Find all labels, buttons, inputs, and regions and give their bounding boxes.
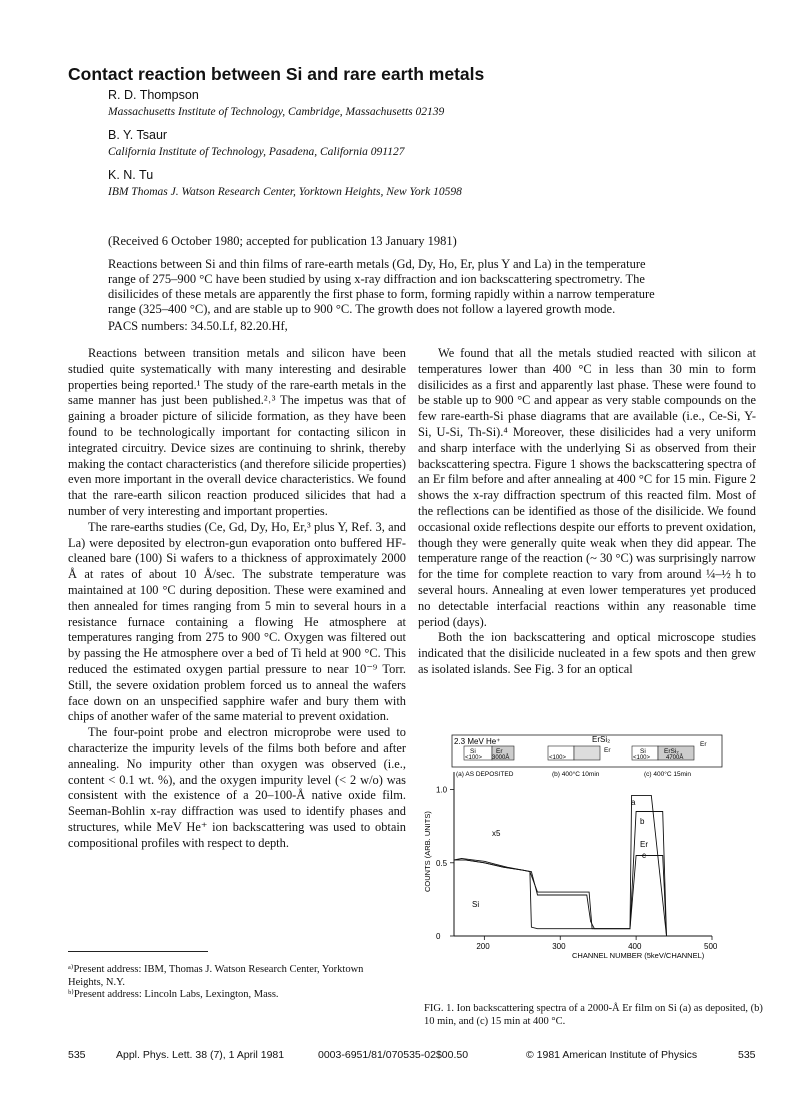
figure-caption: FIG. 1. Ion backscattering spectra of a 2000-Å Er film on Si (a) as deposited, (b) 10 min, and (c) 15 min at 400 °C. (424, 1003, 763, 1027)
curve-label-c: c (642, 851, 646, 860)
body-paragraph: Both the ion backscattering and optical microscope studies indicated that the disilicide nucleated in a few spots and then grew as isolated islands. See Fig. 3 for an optical (418, 630, 756, 676)
inset-caption-a: (a) AS DEPOSITED (456, 771, 514, 778)
inset-caption-c: (c) 400°C 15min (644, 771, 692, 778)
inset-layer-label: Si (640, 748, 646, 755)
beam-label: 2.3 MeV He⁺ (454, 737, 501, 746)
pacs-numbers: PACS numbers: 34.50.Lf, 82.20.Hf, (108, 319, 288, 333)
si-edge-label: Si (472, 900, 480, 909)
author-affiliation: IBM Thomas J. Watson Research Center, Yorktown Heights, New York 10598 (108, 186, 462, 198)
footnote: ᵃ⁾Present address: IBM, Thomas J. Watson Research Center, Yorktown Heights, N.Y. (68, 964, 364, 988)
left-column (68, 346, 406, 852)
received-dates: (Received 6 October 1980; accepted for publication 13 January 1981) (108, 234, 457, 248)
curve-label-b: b (640, 817, 645, 826)
er-edge-label: Er (640, 840, 648, 849)
inset-layer-label: Er (604, 747, 611, 754)
body-paragraph: The four-point probe and electron microprobe were used to characterize the impurity levels of the films both before and after annealing. No impurity other than oxygen was observed (i.e., content < 0.1 wt. %), and the oxygen impurity level (< 2 w/o) was consistent with the existence of a 20–100-Å native oxide film. Seeman-Bohlin x-ray diffraction was used to identify phases and structures, while MeV He⁺ ion backscattering was used to obtain compositional profiles with respect to depth. (68, 725, 406, 850)
y-tick-label: 0.5 (436, 858, 448, 868)
author-name: K. N. Tu (108, 168, 154, 182)
body-paragraph: The rare-earths studies (Ce, Gd, Dy, Ho, Er,³ plus Y, Ref. 3, and La) were deposited by electron-gun evaporation onto buffered HF-cleaned bare (100) Si wafers to a thickness of approximately 2000 Å at rates of about 10 Å/sec. The substrate temperature was maintained at 100 °C during deposition. These were examined and then annealed for times ranging from 5 min to several hours in a resistance furnace containing a flowing He atmosphere at temperatures ranging from 275 to 900 °C. Oxygen was filtered out by passing the He atmosphere over a bed of Ti held at 900 °C. This reduced the estimated oxygen partial pressure to near 10⁻⁹ Torr. Still, the severe oxidation problem forced us to anneal the wafers face down on an unspecified sapphire wafer and bury them with chips of another wafer of the same material to prevent oxidation. (68, 519, 406, 724)
chart-inset (452, 735, 722, 778)
page-number-left: 535 (68, 1049, 86, 1061)
curve-label-a: a (631, 798, 636, 807)
figure-1-chart (420, 732, 740, 992)
inset-layer-label: Er (496, 748, 503, 755)
inset-layer-label: <100> (633, 755, 651, 761)
right-column (418, 346, 756, 711)
article-code: 0003-6951/81/070535-02$00.50 (318, 1049, 469, 1061)
inset-caption-b: (b) 400°C 10min (552, 771, 600, 778)
x-tick-label: 200 (476, 942, 490, 951)
inset-layer-label: <100> (549, 755, 567, 761)
phase-label: ErSi₂ (592, 735, 611, 744)
author-affiliation: California Institute of Technology, Pasadena, California 091127 (108, 146, 405, 158)
body-paragraph: Reactions between transition metals and silicon have been studied quite systematically with many interesting and desirable properties being reported.¹ The study of the rare-earth metals in the same manner has just been published.²˒³ The impetus was that of gaining a broader picture of silicide formation, as they have been found to be technologically important for contacting silicon in integrated circuitry. Device sizes are continuing to shrink, thereby making the contact characteristics (and therefore silicide properties) even more important in the overall device characteristics. We found that the rare-earth silicon reaction produced silicides that had a number of very interesting and important properties. (68, 346, 406, 518)
spectrum-curve-a (454, 795, 667, 936)
copyright: © 1981 American Institute of Physics (526, 1049, 698, 1061)
x-axis-label: CHANNEL NUMBER (5keV/CHANNEL) (572, 951, 705, 960)
inset-layer-label: <100> (465, 755, 483, 761)
x-tick-label: 300 (552, 942, 566, 951)
paper-title: Contact reaction between Si and rare earth metals (68, 64, 485, 84)
footnote-rule (68, 951, 208, 952)
x-tick-label: 500 (704, 942, 718, 951)
inset-layer-label: ErSi₂ (664, 748, 679, 755)
y-tick-label: 0 (436, 932, 441, 941)
journal-citation: Appl. Phys. Lett. 38 (7), 1 April 1981 (116, 1049, 285, 1061)
author-affiliation: Massachusetts Institute of Technology, Cambridge, Massachusetts 02139 (108, 106, 445, 118)
x-tick-label: 400 (628, 942, 642, 951)
multiplier-label: x5 (492, 829, 501, 838)
inset-layer-label: 3000Å (492, 755, 510, 761)
footnote: ᵇ⁾Present address: Lincoln Labs, Lexington, Mass. (68, 989, 279, 1000)
abstract: Reactions between Si and thin films of rare-earth metals (Gd, Dy, Ho, Er, plus Y and La) in the temperature range of 275–900 °C have been studied by using x-ray diffraction and ion backscattering spectrometry. The disilicides of these metals are apparently the first phase to form, forming rapidly within a narrow temperature range (325–400 °C), and are stable up to 900 °C. The growth does not follow a layered growth mode. (108, 257, 655, 316)
spectrum-curve-c (454, 856, 667, 937)
author-name: R. D. Thompson (108, 88, 199, 102)
inset-layer-label: 4700Å (666, 755, 684, 761)
body-paragraph: We found that all the metals studied reacted with silicon at temperatures lower than 400 °C in less than 30 min to form disilicides as a first and apparently last phase. These were found to be stable up to 900 °C and appear as very stable compounds on the few rare-earth-Si phase diagrams that are available (i.e., Ce-Si, Y-Si, U-Si, Th-Si).⁴ Moreover, these disilicides had a very uniform and sharp interface with the underlying Si as observed from their backscattering spectra. Figure 1 shows the backscattering spectra of an Er film before and after annealing at 400 °C for 15 min. Figure 2 shows the x-ray diffraction spectrum of this reacted film. Most of the reflections can be identified as those of the disilicide. We found occasional oxide reflections despite our efforts to prevent oxidation, though they were generally quite weak when they did appear. The temperature range of the reaction (~ 30 °C) was surprisingly narrow for the time for complete reaction to vary from around ¼–½ h to several hours. Annealing at even lower temperatures yet produced no detectable interfacial reactions within any reasonable time period (days). (418, 346, 756, 629)
y-axis-label: COUNTS (ARB. UNITS) (423, 811, 432, 892)
inset-layer-label: Si (470, 748, 476, 755)
author-name: B. Y. Tsaur (108, 128, 168, 142)
chart-curves (454, 795, 667, 936)
y-tick-label: 1.0 (436, 785, 448, 795)
page-number-right: 535 (738, 1049, 756, 1061)
inset-silicide-layer (574, 746, 600, 760)
inset-layer-label: Er (700, 741, 707, 748)
